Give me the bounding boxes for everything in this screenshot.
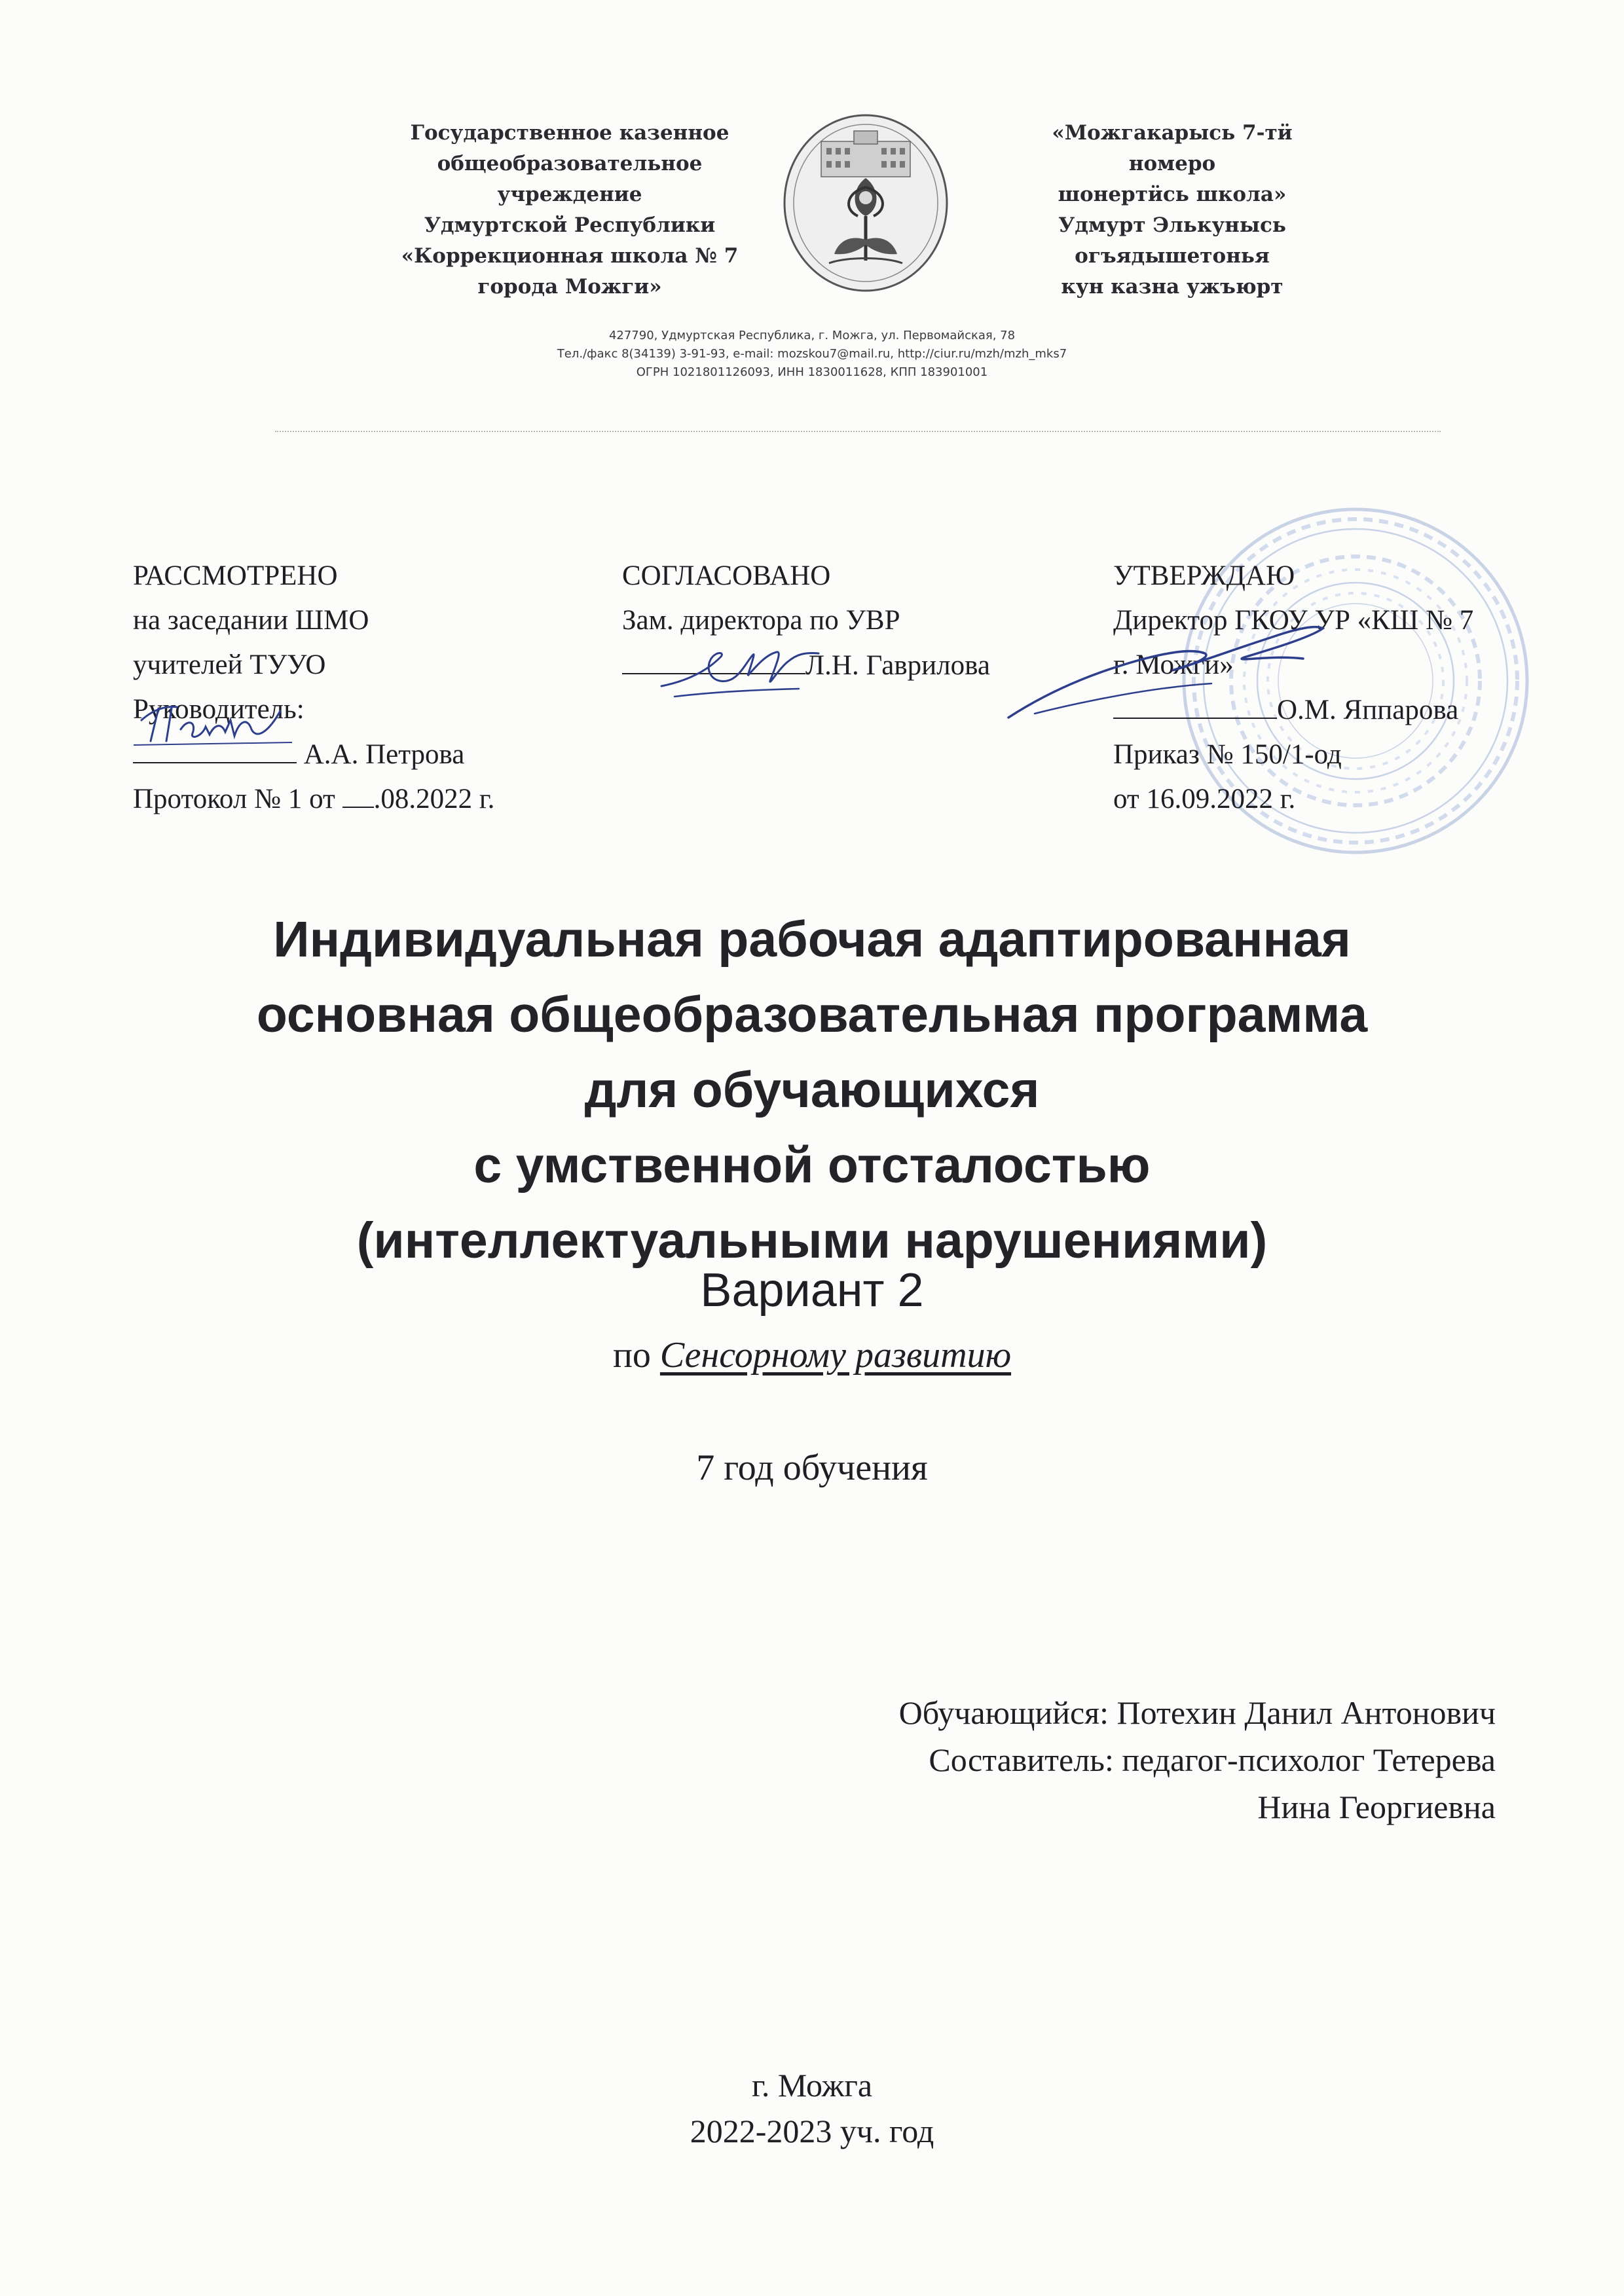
contact-phone-email: Тел./факс 8(34139) 3-91-93, e-mail: mozskou7@mail.ru, http://ciur.ru/mzh/mzh_mks7 (557, 347, 1067, 361)
letterhead-right-line: «Можгакарысь 7-тӥ номеро (1052, 121, 1293, 175)
approval-line: учителей ТУУО (133, 649, 326, 680)
approval-heading: РАССМОТРЕНО (133, 560, 338, 591)
approval-line: Зам. директора по УВР (622, 605, 900, 636)
subject-line (157, 1329, 1467, 1381)
footer (157, 2062, 1467, 2154)
title-line: основная общеобразовательная программа (256, 987, 1368, 1043)
approval-heading: УТВЕРЖДАЮ (1113, 560, 1295, 591)
approval-signer: О.М. Яппарова (1277, 695, 1459, 725)
letterhead-right (1008, 118, 1336, 302)
approval-line: Директор ГКОУ УР «КШ № 7 (1113, 605, 1474, 636)
approval-heading: СОГЛАСОВАНО (622, 560, 831, 591)
approval-signature-line (1113, 687, 1473, 733)
approval-signature-line (622, 643, 990, 688)
approval-signature-line (133, 732, 494, 777)
approval-order: Приказ № 150/1-од (1113, 739, 1342, 770)
approval-line: на заседании ШМО (133, 605, 369, 636)
signature-blank (622, 643, 805, 674)
letterhead-left-line: «Коррекционная школа № 7 (401, 244, 739, 268)
approval-approved (1113, 554, 1473, 822)
letterhead-left-line: Удмуртской Республики (424, 213, 716, 237)
contact-registration: ОГРН 1021801126093, ИНН 1830011628, КПП 183901001 (636, 365, 988, 379)
footer-school-year: 2022-2023 уч. год (690, 2113, 934, 2149)
signature-blank (1113, 687, 1277, 719)
authors-block (899, 1689, 1496, 1831)
protocol-suffix: .08.2022 г. (373, 784, 495, 814)
letterhead-right-line: кун казна ужъюрт (1061, 275, 1283, 299)
contact-address: 427790, Удмуртская Республика, г. Можга, ул. Первомайская, 78 (608, 329, 1016, 342)
letterhead-left (367, 118, 773, 302)
title-line: для обучающихся (584, 1062, 1040, 1118)
compiler-line: Составитель: педагог-психолог Тетерева (929, 1741, 1496, 1778)
approval-protocol (133, 777, 494, 822)
approval-line: Руководитель: (133, 694, 304, 725)
subject-name: Сенсорному развитию (659, 1335, 1012, 1376)
letterhead-left-line: Государственное казенное (410, 121, 729, 145)
title-line: (интеллектуальными нарушениями) (356, 1212, 1268, 1269)
school-emblem-icon (781, 111, 951, 295)
approval-reviewed (133, 554, 494, 822)
student-name: Обучающийся: Потехин Данил Антонович (898, 1694, 1496, 1731)
approval-signer: А.А. Петрова (297, 739, 465, 770)
title-line: Индивидуальная рабочая адаптированная (273, 911, 1351, 968)
program-title (157, 902, 1467, 1279)
date-blank (342, 780, 374, 808)
letterhead-left-line: общеобразовательное учреждение (437, 152, 703, 206)
letterhead-right-line: Удмурт Элькунысь (1058, 213, 1286, 237)
approval-agreed (622, 554, 990, 688)
study-year: 7 год обучения (696, 1448, 928, 1488)
title-line: с умственной отсталостью (473, 1137, 1151, 1194)
footer-city: г. Можга (751, 2067, 873, 2104)
letterhead-right-line: огъядышетонья (1075, 244, 1270, 268)
compiler-line: Нина Георгиевна (1257, 1789, 1496, 1825)
approval-date: от 16.09.2022 г. (1113, 784, 1296, 814)
letterhead-left-line: города Можги» (477, 275, 662, 299)
protocol-prefix: Протокол № 1 от (133, 784, 342, 814)
letterhead-right-line: шонертӥсь школа» (1058, 183, 1287, 206)
letterhead-divider (275, 431, 1441, 432)
program-variant: Вариант 2 (700, 1264, 924, 1317)
approval-line: г. Можги» (1113, 649, 1234, 680)
signature-blank (133, 732, 297, 763)
approval-signer: Л.Н. Гаврилова (805, 650, 990, 681)
subject-prefix: по (612, 1335, 660, 1376)
